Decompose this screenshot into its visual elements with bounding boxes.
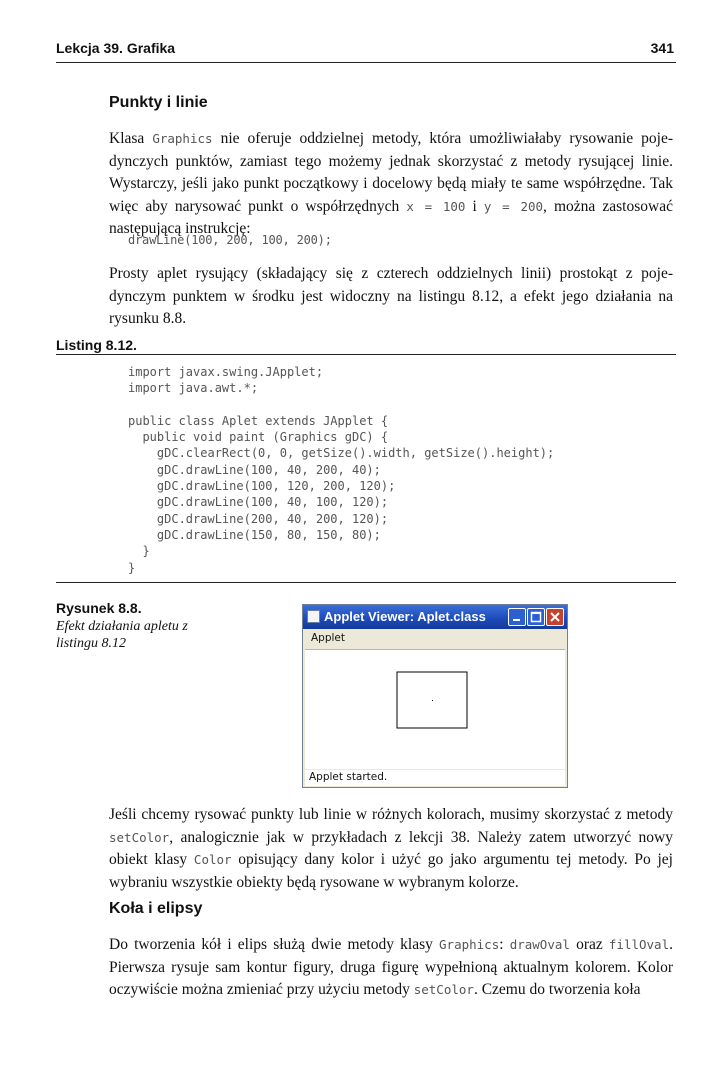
text-run: Do tworzenia kół i elips służą dwie metody klasy <box>109 936 440 953</box>
code-line: public class Aplet extends JApplet { <box>128 413 389 428</box>
applet-status-text: Applet started. <box>309 771 388 783</box>
code-line: gDC.drawLine(100, 120, 200, 120); <box>128 479 396 494</box>
listing-bottom-rule <box>56 582 676 583</box>
code-example: drawLine(100, 200, 100, 200); <box>128 233 332 247</box>
applet-menu-bar <box>305 629 565 650</box>
inline-code: fillOval <box>608 937 670 952</box>
applet-menu[interactable]: Applet <box>311 632 346 644</box>
code-line <box>128 397 554 413</box>
code-line: gDC.drawLine(100, 40, 100, 120); <box>128 495 389 510</box>
window-titlebar[interactable] <box>303 605 567 629</box>
text-run: nie oferuje oddzielnej metody, która umożliwiałaby rysowanie poje-dynczych punktów, zamiast tego możemy jednak skorzystać z metody rysującej linie. Wystarczy, jeśli jako punkt początkowy i docelowy będą miały te same współrzędne. Tak więc aby narysować punkt o współrzędnych <box>109 130 673 215</box>
text-run: Klasa <box>109 130 153 147</box>
text-run: , analogicznie jak w przykładach z lekcji 38. Należy zatem utworzyć nowy obiekt klasy <box>109 828 673 868</box>
inline-code: Graphics <box>152 131 213 146</box>
listing-label: Listing 8.12. <box>56 337 137 353</box>
inline-code: y = 200 <box>483 198 544 214</box>
running-head <box>56 38 676 63</box>
maximize-button[interactable] <box>527 608 545 626</box>
close-icon <box>547 609 563 625</box>
applet-viewer-window <box>302 604 568 788</box>
applet-drawing <box>305 650 565 768</box>
drawn-point <box>432 700 433 701</box>
page-number: 341 <box>650 40 674 56</box>
minimize-button[interactable] <box>508 608 526 626</box>
code-line: import java.awt.*; <box>128 381 259 396</box>
code-line: } <box>128 560 136 575</box>
applet-canvas <box>305 650 565 769</box>
code-line: gDC.drawLine(150, 80, 150, 80); <box>128 527 381 542</box>
chapter-title: Lekcja 39. Grafika <box>56 40 176 56</box>
figure-caption: Efekt działania apletu z listingu 8.12 <box>56 619 188 651</box>
inline-code: x = 100 <box>406 198 466 214</box>
paragraph-colors <box>109 804 673 894</box>
code-line: gDC.drawLine(100, 40, 200, 40); <box>128 462 381 477</box>
close-button[interactable] <box>546 608 564 626</box>
maximize-icon <box>528 609 544 625</box>
inline-code: setColor <box>413 982 474 997</box>
minimize-icon <box>509 609 525 625</box>
paragraph-applet-description: Prosty aplet rysujący (składający się z czterech oddzielnych linii) prostokąt z poje-dynczym punktem w środku jest widoczny na listingu 8.12, a efekt jego działania na rysunku 8.8. <box>109 265 673 327</box>
text-run: i <box>465 197 484 215</box>
text-run: , można zastosować następującą instrukcję: <box>109 197 673 237</box>
text-run: . Pierwsza rysuje sam kontur figury, druga figurę wypełnioną aktualnym kolorem. Kolor oczywiście można zmieniać przy użyciu metody <box>109 936 673 998</box>
code-line: import javax.swing.JApplet; <box>128 365 324 379</box>
java-app-icon <box>307 610 320 623</box>
window-title: Applet Viewer: Aplet.class <box>324 609 486 624</box>
figure-label: Rysunek 8.8. <box>56 600 142 616</box>
text-run: oraz <box>569 936 609 953</box>
code-line: public void paint (Graphics gDC) { <box>128 430 389 445</box>
text-run: : <box>499 936 510 953</box>
text-run: . Czemu do tworzenia koła <box>473 981 641 998</box>
inline-code: drawOval <box>509 937 570 952</box>
code-line: gDC.clearRect(0, 0, getSize().width, getSize().height); <box>128 446 555 461</box>
section-heading-circles-ellipses: Koła i elipsy <box>109 900 203 917</box>
text-run: opisujący dany kolor i użyć go jako argumentu tej metody. Po jej wybraniu wszystkie obiekty będą rysowane w wybranym kolorze. <box>109 851 673 891</box>
code-listing <box>128 364 554 576</box>
inline-code: Graphics <box>439 937 500 952</box>
section-heading-points-lines: Punkty i linie <box>109 94 208 111</box>
applet-status-bar <box>305 770 565 786</box>
paragraph-intro <box>109 128 673 241</box>
code-line: } <box>128 544 150 559</box>
paragraph-ovals <box>109 934 673 1002</box>
listing-top-rule <box>56 354 676 355</box>
inline-code: Color <box>193 852 232 867</box>
code-line: gDC.drawLine(200, 40, 200, 120); <box>128 511 389 526</box>
text-run: Jeśli chcemy rysować punkty lub linie w różnych kolorach, musimy skorzystać z metody <box>109 806 673 823</box>
inline-code: setColor <box>109 829 170 845</box>
